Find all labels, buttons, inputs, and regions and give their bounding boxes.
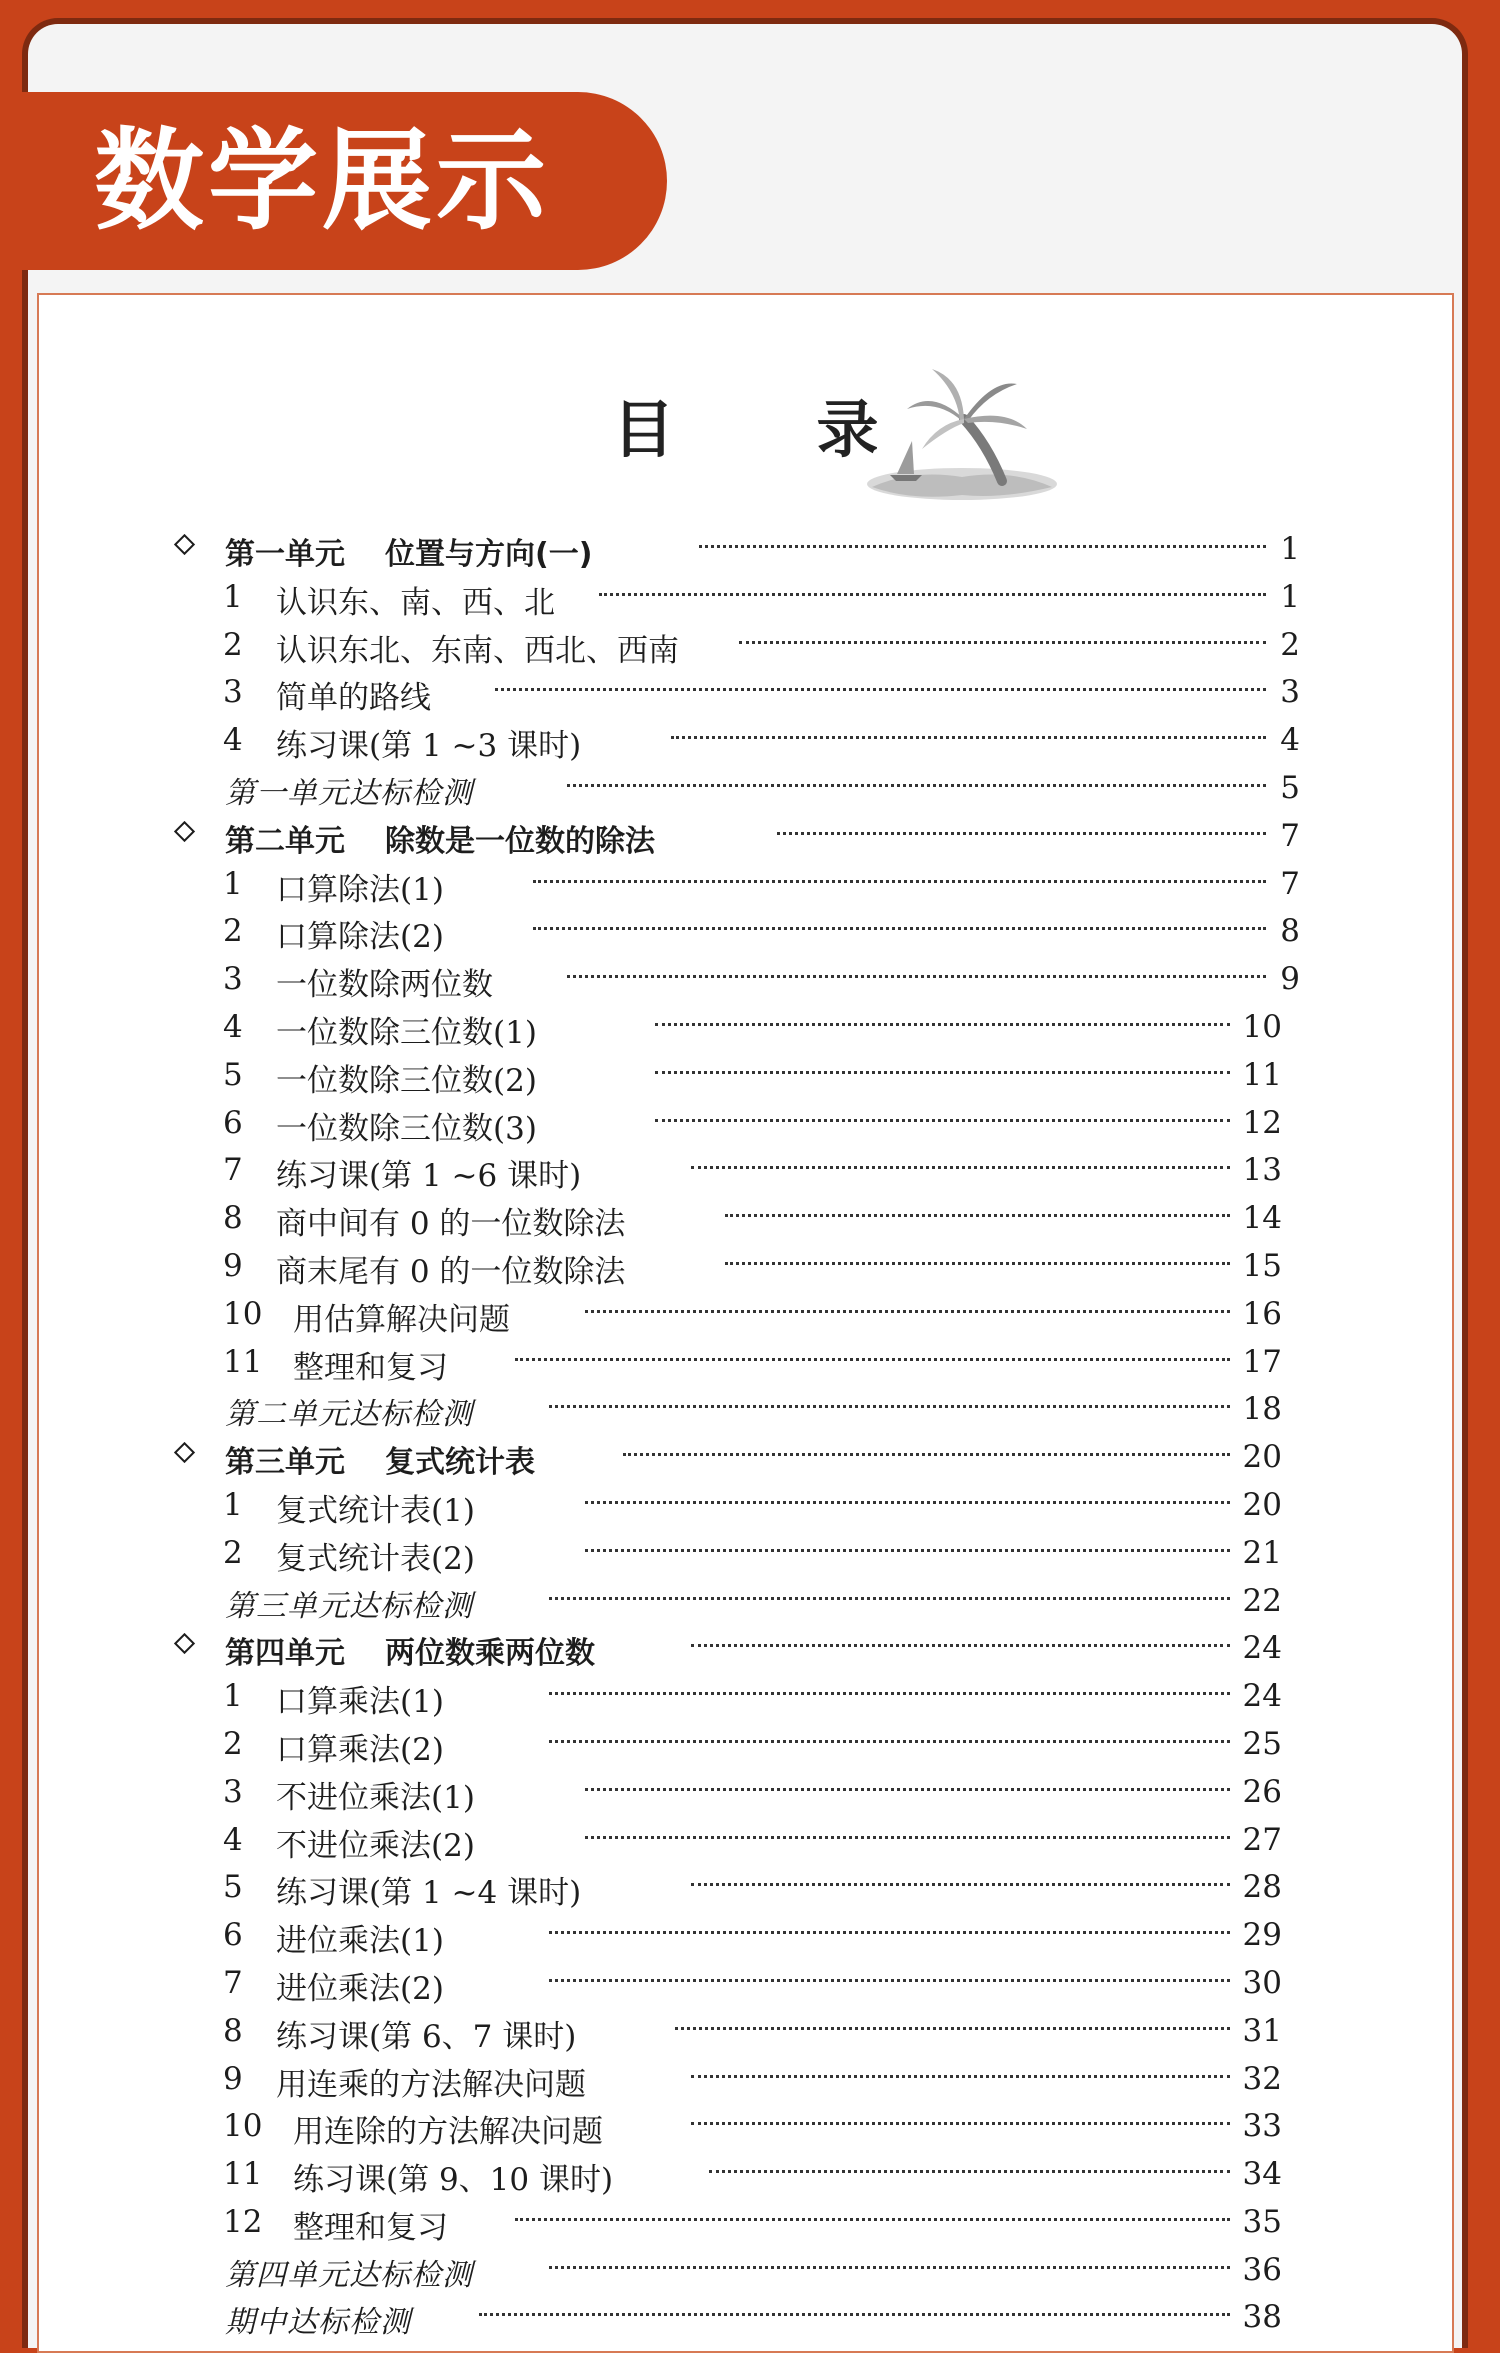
toc-lesson-entry[interactable] xyxy=(39,2150,1452,2198)
page-number: 29 xyxy=(1242,1917,1282,1954)
page-number: 9 xyxy=(1280,961,1300,998)
lesson-title: 商中间有 0 的一位数除法 xyxy=(276,1206,626,1243)
lesson-number: 1 xyxy=(223,578,243,615)
unit-label: 第三单元 xyxy=(225,1445,345,1481)
dot-leader xyxy=(655,1023,1230,1026)
toc-lesson-entry[interactable] xyxy=(39,2055,1452,2103)
toc-lesson-entry[interactable] xyxy=(39,2102,1452,2150)
lesson-number: 8 xyxy=(223,1200,243,1237)
lesson-title: 认识东、南、西、北 xyxy=(276,584,555,621)
dot-leader xyxy=(549,2266,1230,2269)
dot-leader xyxy=(655,1119,1230,1122)
lesson-title: 一位数除两位数 xyxy=(276,967,493,1004)
lesson-number: 1 xyxy=(223,1678,243,1715)
lesson-title: 练习课(第 1 ~3 课时) xyxy=(276,728,582,765)
unit-label: 第一单元 xyxy=(225,537,345,572)
page-number: 28 xyxy=(1242,1869,1282,1906)
page-number: 24 xyxy=(1242,1678,1282,1715)
page-number: 1 xyxy=(1280,531,1300,567)
lesson-title: 用连乘的方法解决问题 xyxy=(276,2066,586,2103)
toc-lesson-entry[interactable] xyxy=(39,1863,1452,1911)
lesson-number: 2 xyxy=(223,626,243,663)
diamond-bullet-icon xyxy=(174,1633,195,1654)
dot-leader xyxy=(567,784,1266,787)
page-number: 21 xyxy=(1242,1534,1282,1571)
lesson-number: 12 xyxy=(223,2203,263,2240)
toc-lesson-entry[interactable] xyxy=(39,1194,1452,1242)
lesson-number: 4 xyxy=(223,1821,243,1858)
lesson-title: 进位乘法(1) xyxy=(276,1923,444,1960)
toc-lesson-entry[interactable] xyxy=(39,1338,1452,1386)
lesson-number: 9 xyxy=(223,2060,243,2097)
dot-leader xyxy=(549,1740,1230,1743)
toc-list xyxy=(39,525,1452,2341)
dot-leader xyxy=(549,1597,1230,1600)
toc-lesson-entry[interactable] xyxy=(39,1768,1452,1816)
toc-lesson-entry[interactable] xyxy=(39,1720,1452,1768)
toc-lesson-entry[interactable] xyxy=(39,573,1452,621)
lesson-number: 2 xyxy=(223,1725,243,1762)
unit-title: 除数是一位数的除法 xyxy=(385,823,655,859)
dot-leader xyxy=(739,641,1266,644)
toc-lesson-entry[interactable] xyxy=(39,860,1452,908)
lesson-number: 9 xyxy=(223,1247,243,1284)
lesson-title: 口算除法(2) xyxy=(276,919,444,956)
dot-leader xyxy=(585,1501,1230,1504)
page-number: 38 xyxy=(1242,2299,1282,2336)
page-number: 7 xyxy=(1280,817,1300,854)
lesson-number: 11 xyxy=(223,2156,263,2193)
lesson-number: 8 xyxy=(223,2012,243,2049)
lesson-title: 复式统计表(1) xyxy=(276,1492,475,1529)
page-number: 17 xyxy=(1242,1343,1282,1380)
toc-lesson-entry[interactable] xyxy=(39,1911,1452,1959)
dot-leader xyxy=(671,736,1266,739)
page-number: 26 xyxy=(1242,1773,1282,1810)
page-number: 27 xyxy=(1242,1821,1282,1858)
dot-leader xyxy=(691,1644,1230,1647)
unit-title: 位置与方向(一) xyxy=(385,537,593,572)
toc-midterm-check-entry[interactable] xyxy=(39,2293,1452,2341)
dot-leader xyxy=(725,1214,1230,1217)
dot-leader xyxy=(585,1788,1230,1791)
page-number: 31 xyxy=(1242,2012,1282,2049)
dot-leader xyxy=(725,1262,1230,1265)
page-number: 16 xyxy=(1242,1295,1282,1332)
lesson-title: 复式统计表(2) xyxy=(276,1540,475,1577)
dot-leader xyxy=(691,2075,1230,2078)
diamond-bullet-icon xyxy=(174,534,195,555)
lesson-number: 10 xyxy=(223,1295,263,1332)
page-number: 4 xyxy=(1280,722,1300,759)
dot-leader xyxy=(777,832,1266,835)
toc-lesson-entry[interactable] xyxy=(39,1481,1452,1529)
lesson-number: 2 xyxy=(223,1534,243,1571)
page-number: 30 xyxy=(1242,1964,1282,2001)
dot-leader xyxy=(623,1453,1230,1456)
lesson-number: 2 xyxy=(223,913,243,950)
toc-unit-entry[interactable] xyxy=(39,812,1452,860)
lesson-number: 4 xyxy=(223,1008,243,1045)
lesson-number: 4 xyxy=(223,722,243,759)
lesson-number: 6 xyxy=(223,1917,243,1954)
toc-lesson-entry[interactable] xyxy=(39,1051,1452,1099)
dot-leader xyxy=(549,1405,1230,1408)
lesson-title: 口算除法(1) xyxy=(276,871,444,908)
lesson-title: 整理和复习 xyxy=(293,2209,448,2246)
lesson-number: 1 xyxy=(223,1486,243,1523)
page-number: 12 xyxy=(1242,1104,1282,1141)
page-number: 3 xyxy=(1280,674,1300,711)
lesson-title: 简单的路线 xyxy=(276,680,431,717)
page-number: 33 xyxy=(1242,2108,1282,2145)
check-title: 第二单元达标检测 xyxy=(225,1397,473,1433)
dot-leader xyxy=(699,545,1266,548)
unit-label: 第四单元 xyxy=(225,1636,345,1672)
unit-title: 两位数乘两位数 xyxy=(385,1636,595,1672)
unit-title: 复式统计表 xyxy=(385,1445,535,1481)
dot-leader xyxy=(549,1931,1230,1934)
banner-title: 数学展示 xyxy=(94,117,550,245)
dot-leader xyxy=(567,975,1266,978)
toc-lesson-entry[interactable] xyxy=(39,1242,1452,1290)
toc-lesson-entry[interactable] xyxy=(39,1290,1452,1338)
toc-lesson-entry[interactable] xyxy=(39,1529,1452,1577)
toc-lesson-entry[interactable] xyxy=(39,2198,1452,2246)
toc-lesson-entry[interactable] xyxy=(39,955,1452,1003)
lesson-title: 一位数除三位数(1) xyxy=(276,1014,537,1051)
lesson-number: 1 xyxy=(223,865,243,902)
lesson-number: 3 xyxy=(223,961,243,998)
lesson-number: 10 xyxy=(223,2108,263,2145)
dot-leader xyxy=(533,927,1266,930)
lesson-title: 整理和复习 xyxy=(293,1349,448,1386)
page-number: 24 xyxy=(1242,1630,1282,1667)
lesson-title: 商末尾有 0 的一位数除法 xyxy=(276,1253,626,1290)
dot-leader xyxy=(709,2170,1230,2173)
dot-leader xyxy=(675,2027,1230,2030)
toc-lesson-entry[interactable] xyxy=(39,621,1452,669)
page-number: 18 xyxy=(1242,1391,1282,1428)
lesson-title: 不进位乘法(2) xyxy=(276,1827,475,1864)
dot-leader xyxy=(515,1358,1230,1361)
page-number: 7 xyxy=(1280,865,1300,902)
toc-lesson-entry[interactable] xyxy=(39,1099,1452,1147)
toc-heading-char-1: 目 xyxy=(612,393,675,466)
page-number: 11 xyxy=(1242,1056,1282,1093)
toc-unit-check-entry[interactable] xyxy=(39,1385,1452,1433)
toc-lesson-entry[interactable] xyxy=(39,1672,1452,1720)
dot-leader xyxy=(691,1883,1230,1886)
lesson-title: 口算乘法(2) xyxy=(276,1731,444,1768)
page-number: 34 xyxy=(1242,2156,1282,2193)
lesson-title: 进位乘法(2) xyxy=(276,1970,444,2007)
unit-label: 第二单元 xyxy=(225,823,345,859)
diamond-bullet-icon xyxy=(174,1442,195,1463)
lesson-title: 用估算解决问题 xyxy=(293,1301,510,1338)
dot-leader xyxy=(479,2313,1230,2316)
dot-leader xyxy=(585,1836,1230,1839)
dot-leader xyxy=(655,1071,1230,1074)
lesson-title: 一位数除三位数(3) xyxy=(276,1110,537,1147)
dot-leader xyxy=(691,1166,1230,1169)
toc-sheet xyxy=(37,293,1454,2353)
toc-unit-check-entry[interactable] xyxy=(39,764,1452,812)
dot-leader xyxy=(585,1310,1230,1313)
lesson-title: 一位数除三位数(2) xyxy=(276,1062,537,1099)
dot-leader xyxy=(691,2122,1230,2125)
toc-heading xyxy=(39,380,1452,469)
page-number: 35 xyxy=(1242,2203,1282,2240)
lesson-title: 练习课(第 9、10 课时) xyxy=(293,2162,614,2199)
toc-lesson-entry[interactable] xyxy=(39,1003,1452,1051)
lesson-number: 7 xyxy=(223,1964,243,2001)
lesson-title: 不进位乘法(1) xyxy=(276,1779,475,1816)
page-number: 5 xyxy=(1280,769,1300,806)
page-number: 20 xyxy=(1242,1439,1282,1476)
page-number: 1 xyxy=(1280,578,1300,615)
lesson-number: 3 xyxy=(223,674,243,711)
toc-unit-entry[interactable] xyxy=(39,525,1452,573)
toc-lesson-entry[interactable] xyxy=(39,2007,1452,2055)
diamond-bullet-icon xyxy=(174,821,195,842)
page-number: 36 xyxy=(1242,2251,1282,2288)
check-title: 第一单元达标检测 xyxy=(225,775,473,811)
dot-leader xyxy=(515,2218,1230,2221)
page-number: 20 xyxy=(1242,1486,1282,1523)
lesson-title: 练习课(第 1 ~6 课时) xyxy=(276,1158,582,1195)
check-title: 第四单元达标检测 xyxy=(225,2257,473,2293)
dot-leader xyxy=(585,1549,1230,1552)
page-number: 15 xyxy=(1242,1247,1282,1284)
dot-leader xyxy=(599,593,1266,596)
lesson-number: 5 xyxy=(223,1056,243,1093)
toc-unit-check-entry[interactable] xyxy=(39,2246,1452,2294)
toc-lesson-entry[interactable] xyxy=(39,716,1452,764)
page-number: 14 xyxy=(1242,1200,1282,1237)
lesson-number: 6 xyxy=(223,1104,243,1141)
lesson-title: 练习课(第 6、7 课时) xyxy=(276,2018,577,2055)
page-number: 2 xyxy=(1280,626,1300,663)
dot-leader xyxy=(495,688,1266,691)
toc-unit-entry[interactable] xyxy=(39,1624,1452,1672)
page-number: 10 xyxy=(1242,1008,1282,1045)
toc-lesson-entry[interactable] xyxy=(39,1816,1452,1864)
lesson-number: 11 xyxy=(223,1343,263,1380)
dot-leader xyxy=(533,880,1266,883)
toc-heading-char-2: 录 xyxy=(816,393,879,466)
banner-tab xyxy=(0,92,667,270)
toc-lesson-entry[interactable] xyxy=(39,1146,1452,1194)
page-number: 8 xyxy=(1280,913,1300,950)
page-number: 25 xyxy=(1242,1725,1282,1762)
check-title: 期中达标检测 xyxy=(225,2305,411,2341)
lesson-title: 认识东北、东南、西北、西南 xyxy=(276,632,679,669)
toc-lesson-entry[interactable] xyxy=(39,1959,1452,2007)
toc-lesson-entry[interactable] xyxy=(39,907,1452,955)
lesson-number: 7 xyxy=(223,1152,243,1189)
page-number: 22 xyxy=(1242,1582,1282,1619)
palm-island-illustration xyxy=(852,349,1062,509)
toc-unit-check-entry[interactable] xyxy=(39,1577,1452,1625)
lesson-number: 5 xyxy=(223,1869,243,1906)
toc-unit-entry[interactable] xyxy=(39,1433,1452,1481)
page-number: 13 xyxy=(1242,1152,1282,1189)
check-title: 第三单元达标检测 xyxy=(225,1588,473,1624)
lesson-number: 3 xyxy=(223,1773,243,1810)
dot-leader xyxy=(549,1692,1230,1695)
lesson-title: 口算乘法(1) xyxy=(276,1684,444,1721)
toc-lesson-entry[interactable] xyxy=(39,668,1452,716)
lesson-title: 用连除的方法解决问题 xyxy=(293,2114,603,2151)
lesson-title: 练习课(第 1 ~4 课时) xyxy=(276,1875,582,1912)
page-number: 32 xyxy=(1242,2060,1282,2097)
dot-leader xyxy=(549,1979,1230,1982)
